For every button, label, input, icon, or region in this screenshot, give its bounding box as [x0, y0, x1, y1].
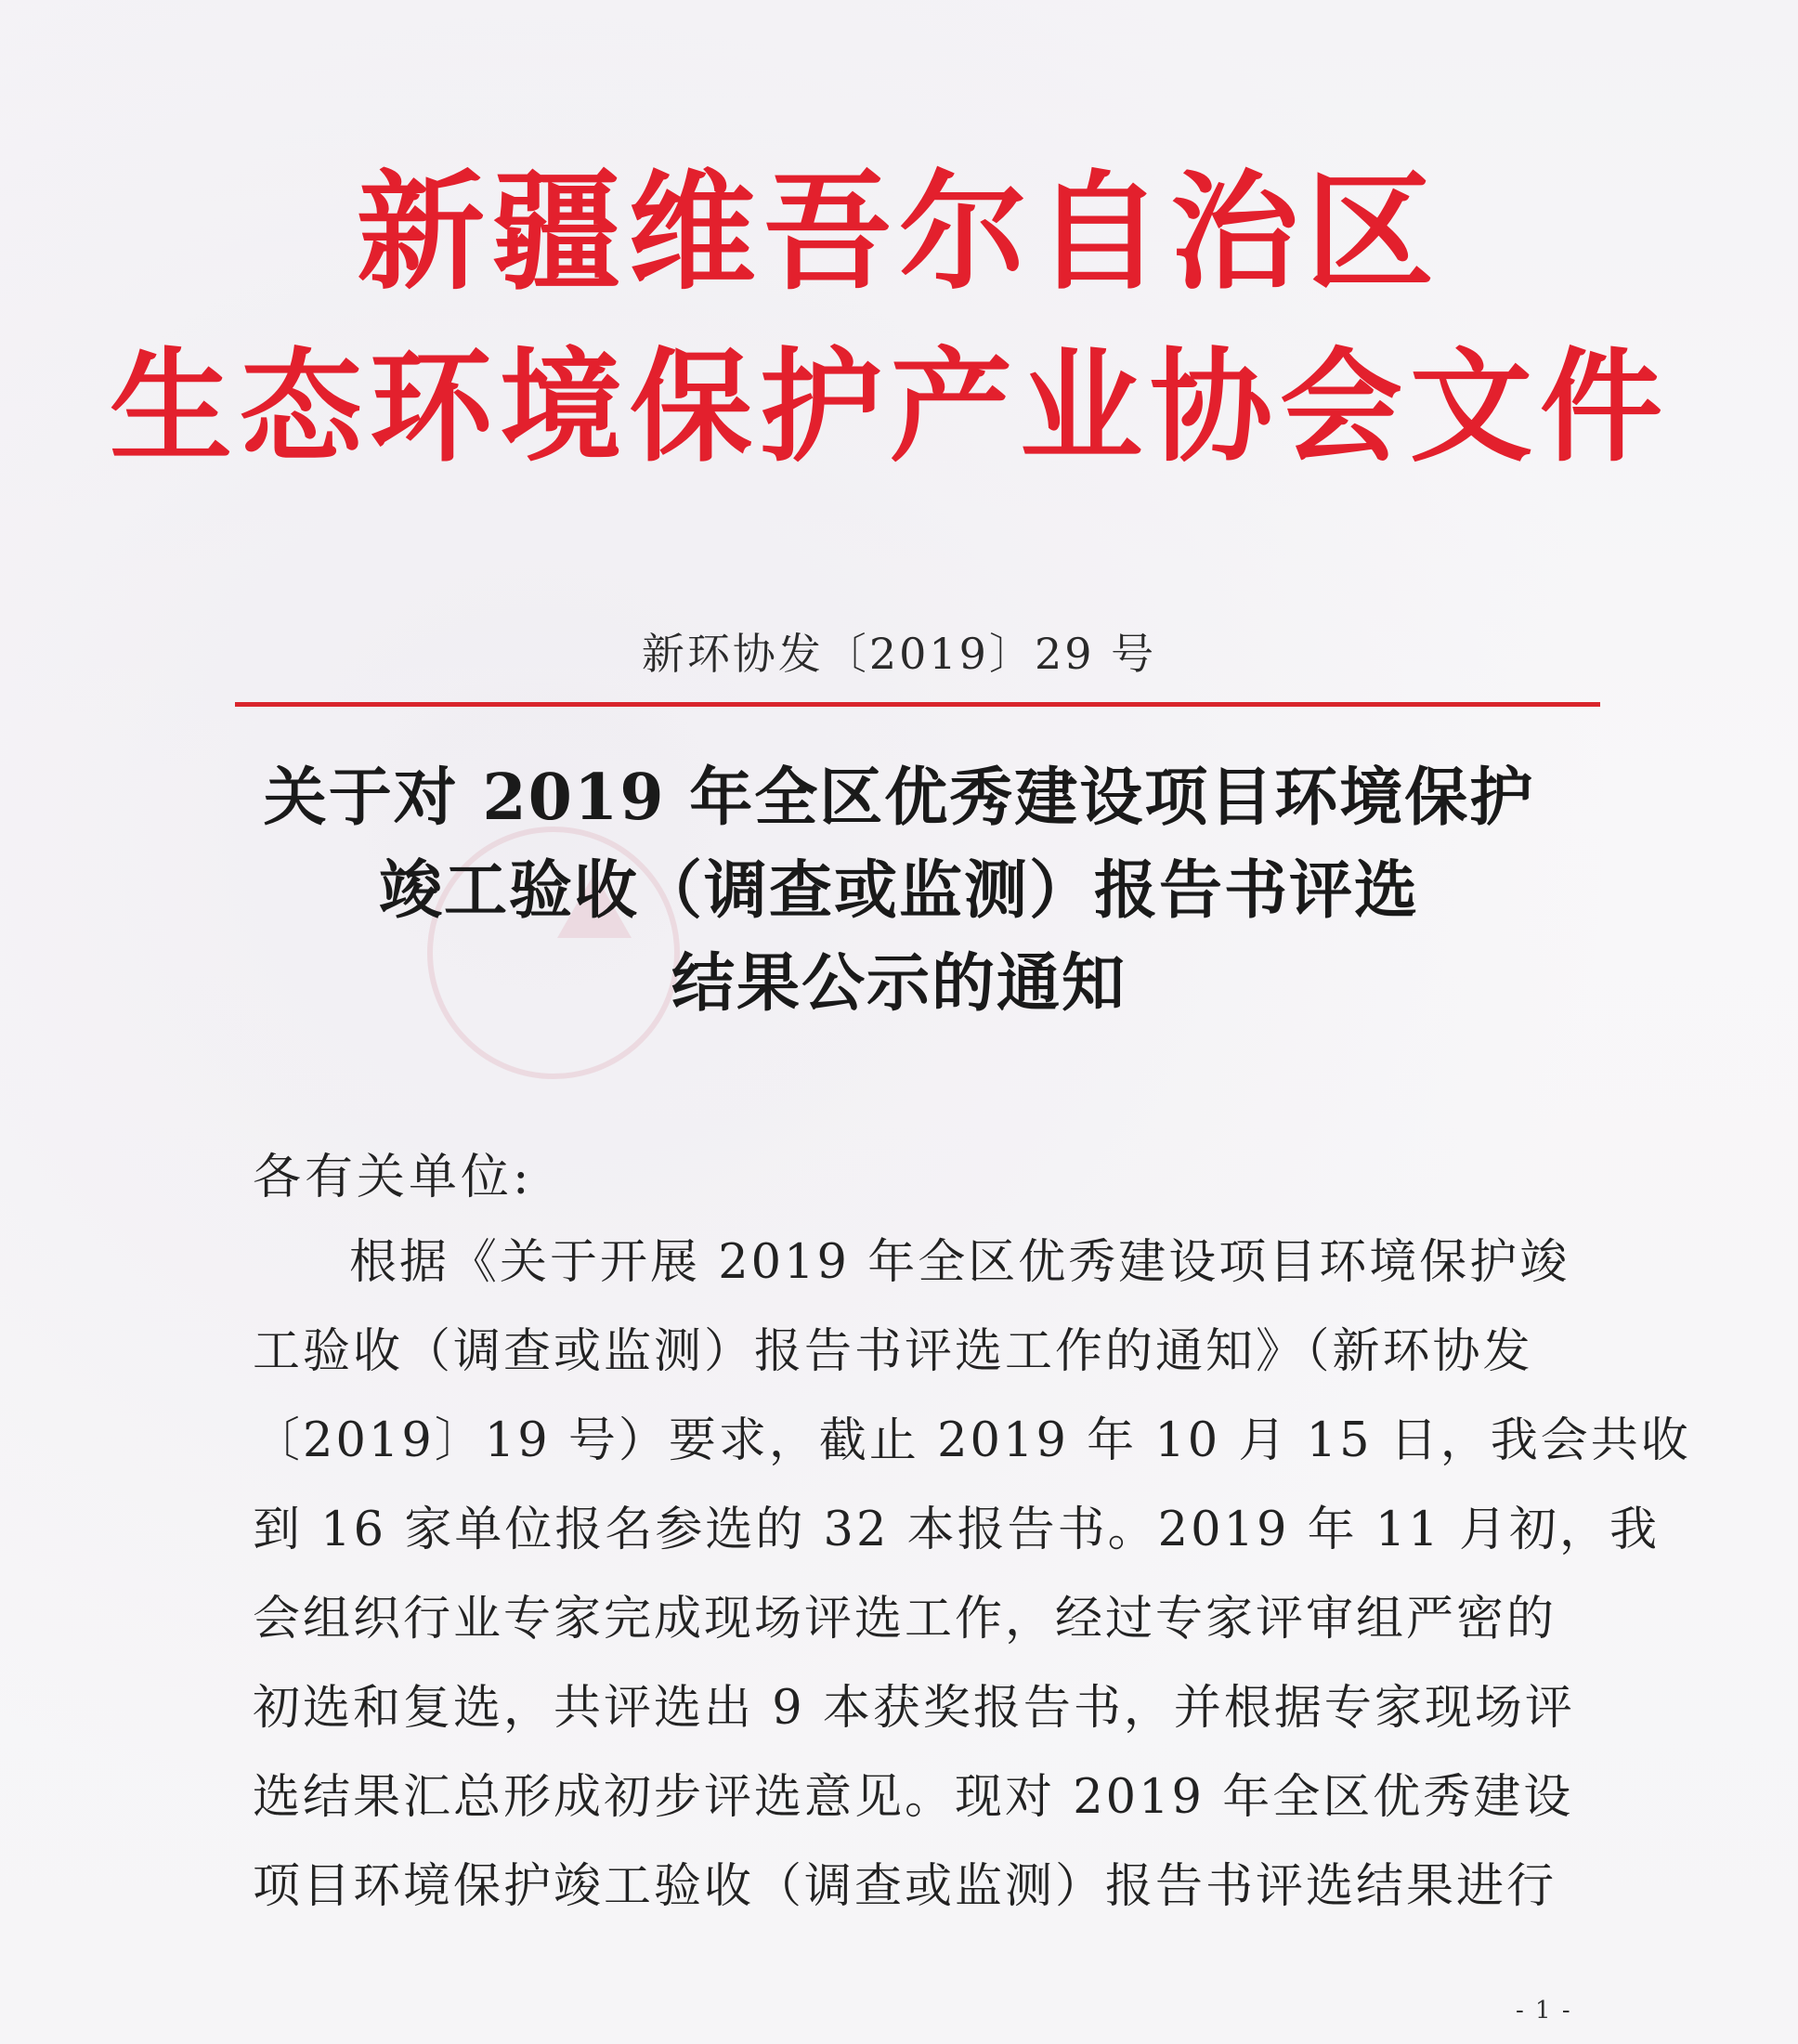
bleed-through-text [520, 0, 568, 30]
title-line-1: 关于对 2019 年全区优秀建设项目环境保护 [263, 761, 1535, 835]
page-number: - 1 - [1516, 1997, 1572, 2024]
body-line: 会组织行业专家完成现场评选工作，经过专家评审组严密的 [253, 1592, 1557, 1647]
body-line: 项目环境保护竣工验收（调查或监测）报告书评选结果进行 [253, 1859, 1557, 1914]
body-line: 选结果汇总形成初步评选意见。现对 2019 年全区优秀建设 [253, 1770, 1574, 1825]
body-paragraph [253, 1218, 1691, 1932]
title-line-2: 竣工验收（调查或监测）报告书评选 [378, 853, 1419, 928]
red-separator-rule [235, 702, 1600, 707]
body-line: 到 16 家单位报名参选的 32 本报告书。2019 年 11 月初，我 [253, 1503, 1660, 1557]
body-line: 工验收（调查或监测）报告书评选工作的通知》（新环协发 [253, 1324, 1533, 1379]
letterhead-line-1: 新疆维吾尔自治区 [356, 158, 1441, 307]
letterhead-line-2: 生态环境保护产业协会文件 [110, 336, 1670, 479]
body-line: 初选和复选，共评选出 9 本获奖报告书，并根据专家现场评 [253, 1681, 1575, 1736]
body-line: 根据《关于开展 2019 年全区优秀建设项目环境保护竣 [349, 1235, 1570, 1290]
title-line-3: 结果公示的通知 [671, 946, 1127, 1021]
document-number: 新环协发〔2019〕29 号 [641, 629, 1157, 679]
salutation: 各有关单位: [253, 1150, 533, 1205]
body-line: 〔2019〕19 号）要求，截止 2019 年 10 月 15 日，我会共收 [253, 1413, 1691, 1468]
